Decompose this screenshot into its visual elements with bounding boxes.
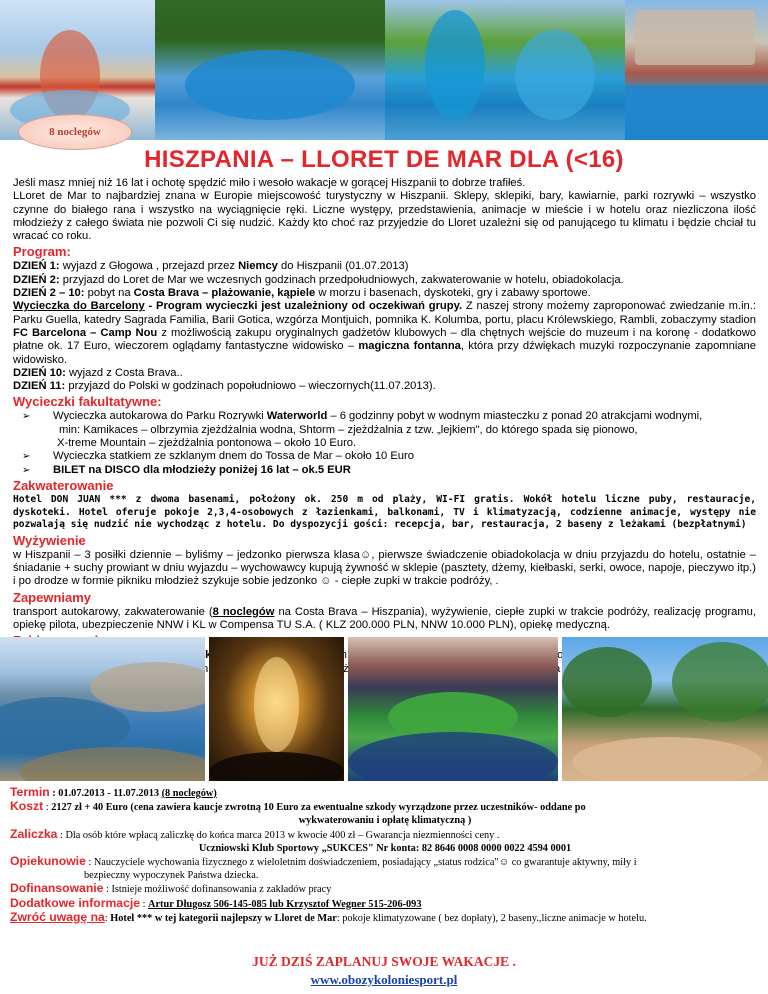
opiekunowie-line: Opiekunowie : Nauczyciele wychowania fizycznego z wieloletnim doświadczeniem, posiadający „status rodzica"☺ co gwarantuje aktywny, miły i bbox=[10, 854, 637, 869]
nights-badge: 8 noclegów bbox=[18, 114, 132, 150]
photo-magic-fountain bbox=[209, 637, 344, 781]
termin-line: Termin : 01.07.2013 - 11.07.2013 (8 noclegów) bbox=[10, 785, 217, 799]
website-link[interactable]: www.obozykoloniesport.pl bbox=[310, 972, 458, 987]
page-title: HISZPANIA – LLORET DE MAR DLA (<16) bbox=[144, 146, 624, 173]
koszt-line: Koszt : 2127 zł + 40 Euro (cena zawiera kaucje zwrotną 10 Euro za ewentualne szkody wyrządzone przez uczestników- oddane po bbox=[10, 799, 586, 814]
optional-heading: Wycieczki fakultatywne: bbox=[13, 394, 162, 410]
photo-beach-bay bbox=[0, 637, 205, 781]
list-item: ➢ BILET na DISCO dla młodzieży poniżej 16 lat – ok.5 EUR bbox=[22, 463, 351, 476]
info-line: Dodatkowe informacje : Artur Długosz 506-145-085 lub Krzysztof Wegner 515-206-093 bbox=[10, 895, 422, 910]
zaliczka-line: Zaliczka : Dla osób które wpłacą zaliczkę do końca marca 2013 w kwocie 400 zł – Gwarancja niezmienności ceny . bbox=[10, 826, 500, 841]
koszt-line-2: wykwaterowaniu i opłatę klimatyczną ) bbox=[298, 815, 472, 827]
photo-palm-promenade bbox=[562, 637, 768, 781]
call-to-action: JUŻ DZIŚ ZAPLANUJ SWOJE WAKACJE . bbox=[252, 954, 516, 969]
photo-pool-garden bbox=[155, 0, 387, 140]
dofinansowanie-line: Dofinansowanie : Istnieje możliwość dofinansowania z zakładów pracy bbox=[10, 881, 332, 896]
arrow-bullet-icon: ➢ bbox=[22, 464, 31, 476]
attention-line: Zwróć uwagę na: Hotel *** w tej kategorii najlepszy w Lloret de Mar: pokoje klimatyzowane ( bez dopłaty), 2 baseny.,liczne animacje w hotelu. bbox=[10, 909, 647, 924]
program-day-1: DZIEŃ 1: wyjazd z Głogowa , przejazd przez Niemcy do Hiszpanii (01.07.2013) bbox=[13, 260, 409, 273]
arrow-bullet-icon: ➢ bbox=[22, 411, 31, 423]
food-heading: Wyżywienie bbox=[13, 532, 86, 548]
program-day-10: DZIEŃ 10: wyjazd z Costa Brava.. bbox=[13, 366, 183, 379]
offer-details bbox=[10, 786, 760, 925]
account-line: Uczniowski Klub Sportowy „SUKCES" Nr konta: 82 8646 0008 0000 0022 4594 0001 bbox=[198, 842, 572, 854]
accommodation-heading: Zakwaterowanie bbox=[13, 477, 114, 493]
bottom-photo-strip bbox=[0, 637, 768, 781]
intro-line-2: LLoret de Mar to najbardziej znana w Europie miejscowość turystyczny w Hiszpanii. Sklepy, sklepiki, bary, kawiarnie, parki rozrywki – wszystko czynne do białego rana i wszystko na wyciągnięcie ręki. Liczne występy, przedstawienia, animacje w mieście i w hotelu oraz niezliczona ilość młodzieży z całego świata nie pozwoli Ci się nudzić. Każdy kto choć raz przyjedzie do Lloret uzależni się od panującego tu klimatu i będzie chciał tu wracać co roku. bbox=[13, 190, 756, 243]
optional-list bbox=[13, 410, 756, 476]
intro-line-1: Jeśli masz mniej niż 16 lat i ochotę spędzić miło i wesoło wakacje w gorącej Hiszpanii to dobrze trafiłeś. bbox=[13, 177, 526, 189]
provide-heading: Zapewniamy bbox=[13, 589, 92, 605]
program-heading: Program: bbox=[13, 244, 71, 260]
list-item: ➢ Wycieczka autokarowa do Parku Rozrywki Waterworld – 6 godzinny pobyt w wodnym miasteczku z ponad 20 atrakcjami wodnymi, min: Kamikaces – olbrzymia zjeżdżalnia wodna, Shtorm – zjeżdżalnia z tzw. „lejkiem", do którego spada się pionowo, X-treme Mountain – zjeżdżalnia pontonowa – około 10 Euro. bbox=[22, 410, 703, 450]
program-day-2: DZIEŃ 2: przyjazd do Loret de Mar we wczesnych godzinach przedpołudniowych, zakwaterowanie w hotelu, obiadokolacja. bbox=[13, 273, 624, 286]
photo-waterpark-slides bbox=[385, 0, 627, 140]
offer-content bbox=[13, 177, 756, 676]
take-text: każdy bbox=[331, 662, 361, 675]
arrow-bullet-icon: ➢ bbox=[22, 451, 31, 463]
photo-camp-nou-stadium bbox=[348, 637, 558, 781]
opiekunowie-line-2: bezpieczny wypoczynek Państwa dziecka. bbox=[84, 870, 259, 882]
accommodation-text: Hotel DON JUAN *** z dwoma basenami, położony ok. 250 m od plaży, WI-FI gratis. Wokół hotelu liczne puby, restauracje, dyskoteki. Hotel oferuje pokoje 2,3,4-osobowych z łazienkami, balkonami, TV i klimatyzacją, codzienne animacje, występy nie pozwalają się nudzić nie wychodząc z hotelu. Do dyspozycji gości: recepcja, bar, restauracja, 2 baseny z leżakami (bezpłatnymi) bbox=[13, 493, 756, 531]
program-day-11: DZIEŃ 11: przyjazd do Polski w godzinach popołudniowo – wieczornych(11.07.2013). bbox=[13, 380, 436, 393]
program-barcelona: Wycieczka do Barcelony - Program wycieczki jest uzależniony od oczekiwań grupy. Z naszej strony możemy zaproponować zwiedzanie m.in.: Parku Guella, katedry Sagrada Familia, Barii Gotica, wzgórza Montjuich, pomnika K. Kolumba, portu, placu Królewskiego, Rambli, zobaczymy stadion FC Barcelona – Camp Nou z możliwością zakupu oryginalnych gadżetów klubowych – dla chętnych wejście do muzeum i na koronę - dodatkowo płatne ok. 17 Euro, wieczorem oglądamy fantastyczne widowisko – magiczna fontanna, która przy dźwiękach muzyki rozpoczynanie zapomniane widowisko. bbox=[13, 300, 757, 366]
list-item: ➢ Wycieczka statkiem ze szklanym dnem do Tossa de Mar – około 10 Euro bbox=[22, 450, 414, 463]
photo-hotel-pool bbox=[625, 0, 768, 140]
food-text: w Hiszpanii – 3 posiłki dziennie – byliśmy – jedzonko pierwsza klasa☺, pierwsze świadczenie obiadokolacja w dniu przyjazdu do hotelu, ostatnie – śniadanie + suchy prowiant w dniu wyjazdu – wychowawcy kupują żywność w sklepie (pasztety, dżemy, kiełbaski, serki, owoce, napoje, pieczywo itp.) i po drodze w formie pikniku młodzież szykuje sobie jedzonko ☺ - ciepłe zupki w trakcie podróży, . bbox=[13, 548, 756, 588]
provide-text: transport autokarowy, zakwaterowanie (8 noclegów na Costa Brava – Hiszpania), wyżywienie, ciepłe zupki w trakcie podróży, realizację programu, opiekę pilota, ubezpieczenie NNW i KL w Compensa TU S.A. ( KLZ 200.000 PLN, NNW 10.000 PLN), opiekę medyczną. bbox=[13, 605, 757, 631]
program-day-2-10: DZIEŃ 2 – 10: pobyt na Costa Brava – plażowanie, kąpiele w morzu i basenach, dyskoteki, gry i zabawy sportowe. bbox=[13, 287, 591, 300]
